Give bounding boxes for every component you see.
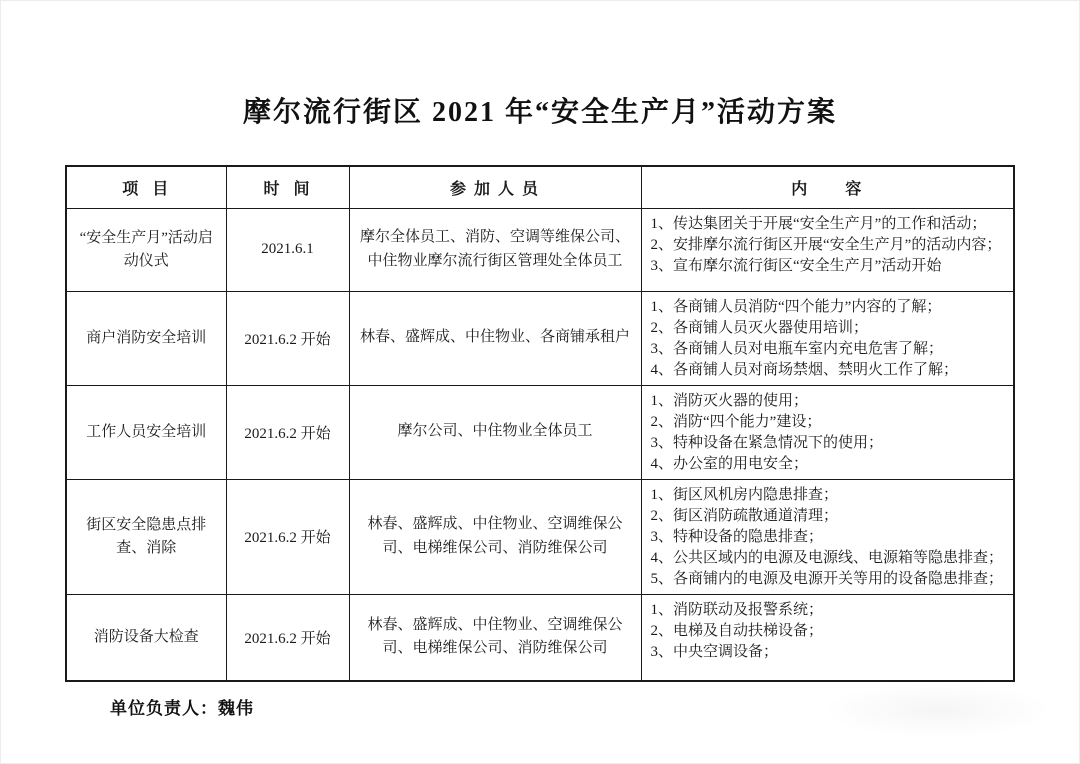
content-line: 1、传达集团关于开展“安全生产月”的工作和活动； bbox=[650, 215, 987, 232]
content-line: 4、办公室的用电安全； bbox=[650, 455, 809, 472]
participants-cell: 林春、盛辉成、中住物业、各商铺承租户 bbox=[349, 291, 641, 385]
project-cell: “安全生产月”活动启动仪式 bbox=[66, 208, 226, 291]
time-cell: 2021.6.2 开始 bbox=[226, 385, 349, 479]
header-content: 内 容 bbox=[641, 166, 1014, 208]
participants-cell: 林春、盛辉成、中住物业、空调维保公司、电梯维保公司、消防维保公司 bbox=[349, 594, 641, 681]
content-line: 2、各商铺人员灭火器使用培训； bbox=[650, 319, 869, 336]
content-line: 3、宣布摩尔流行街区“安全生产月”活动开始 bbox=[650, 257, 942, 274]
participants-cell: 摩尔公司、中住物业全体员工 bbox=[349, 385, 641, 479]
content-cell bbox=[641, 208, 1014, 291]
content-line: 3、中央空调设备； bbox=[650, 643, 779, 660]
content-cell bbox=[641, 594, 1014, 681]
content-line: 3、各商铺人员对电瓶车室内充电危害了解； bbox=[650, 340, 944, 357]
table-header-row bbox=[66, 166, 1014, 208]
responsible-person-label: 单位负责人： bbox=[110, 699, 218, 718]
participants-cell: 摩尔全体员工、消防、空调等维保公司、中住物业摩尔流行街区管理处全体员工 bbox=[349, 208, 641, 291]
watermark bbox=[822, 683, 1052, 738]
table-row bbox=[66, 385, 1014, 479]
content-line: 1、消防灭火器的使用； bbox=[650, 392, 809, 409]
content-line: 3、特种设备在紧急情况下的使用； bbox=[650, 434, 884, 451]
content-line: 1、各商铺人员消防“四个能力”内容的了解； bbox=[650, 298, 942, 315]
time-cell: 2021.6.2 开始 bbox=[226, 479, 349, 594]
project-cell: 工作人员安全培训 bbox=[66, 385, 226, 479]
content-line: 2、消防“四个能力”建设； bbox=[650, 413, 822, 430]
table-row bbox=[66, 594, 1014, 681]
header-time: 时 间 bbox=[226, 166, 349, 208]
content-cell bbox=[641, 385, 1014, 479]
table-row bbox=[66, 479, 1014, 594]
content-line: 3、特种设备的隐患排查； bbox=[650, 528, 824, 545]
table-row bbox=[66, 208, 1014, 291]
responsible-person-line bbox=[110, 694, 254, 719]
page-title: 摩尔流行街区 2021 年“安全生产月”活动方案 bbox=[242, 97, 837, 128]
content-cell bbox=[641, 479, 1014, 594]
header-participants: 参 加 人 员 bbox=[349, 166, 641, 208]
activity-plan-table bbox=[65, 165, 1015, 682]
table-row bbox=[66, 291, 1014, 385]
content-line: 2、电梯及自动扶梯设备； bbox=[650, 622, 824, 639]
participants-cell: 林春、盛辉成、中住物业、空调维保公司、电梯维保公司、消防维保公司 bbox=[349, 479, 641, 594]
project-cell: 消防设备大检查 bbox=[66, 594, 226, 681]
project-cell: 商户消防安全培训 bbox=[66, 291, 226, 385]
content-line: 4、各商铺人员对商场禁烟、禁明火工作了解； bbox=[650, 361, 959, 378]
content-line: 2、街区消防疏散通道清理； bbox=[650, 507, 839, 524]
content-line: 2、安排摩尔流行街区开展“安全生产月”的活动内容； bbox=[650, 236, 1002, 253]
responsible-person-name: 魏伟 bbox=[218, 699, 254, 718]
content-line: 5、各商铺内的电源及电源开关等用的设备隐患排查； bbox=[650, 570, 1004, 587]
project-cell: 街区安全隐患点排查、消除 bbox=[66, 479, 226, 594]
time-cell: 2021.6.2 开始 bbox=[226, 291, 349, 385]
content-cell bbox=[641, 291, 1014, 385]
content-line: 1、街区风机房内隐患排查； bbox=[650, 486, 839, 503]
header-project: 项 目 bbox=[66, 166, 226, 208]
content-line: 4、公共区域内的电源及电源线、电源箱等隐患排查； bbox=[650, 549, 1004, 566]
time-cell: 2021.6.2 开始 bbox=[226, 594, 349, 681]
content-line: 1、消防联动及报警系统； bbox=[650, 601, 824, 618]
time-cell: 2021.6.1 bbox=[226, 208, 349, 291]
